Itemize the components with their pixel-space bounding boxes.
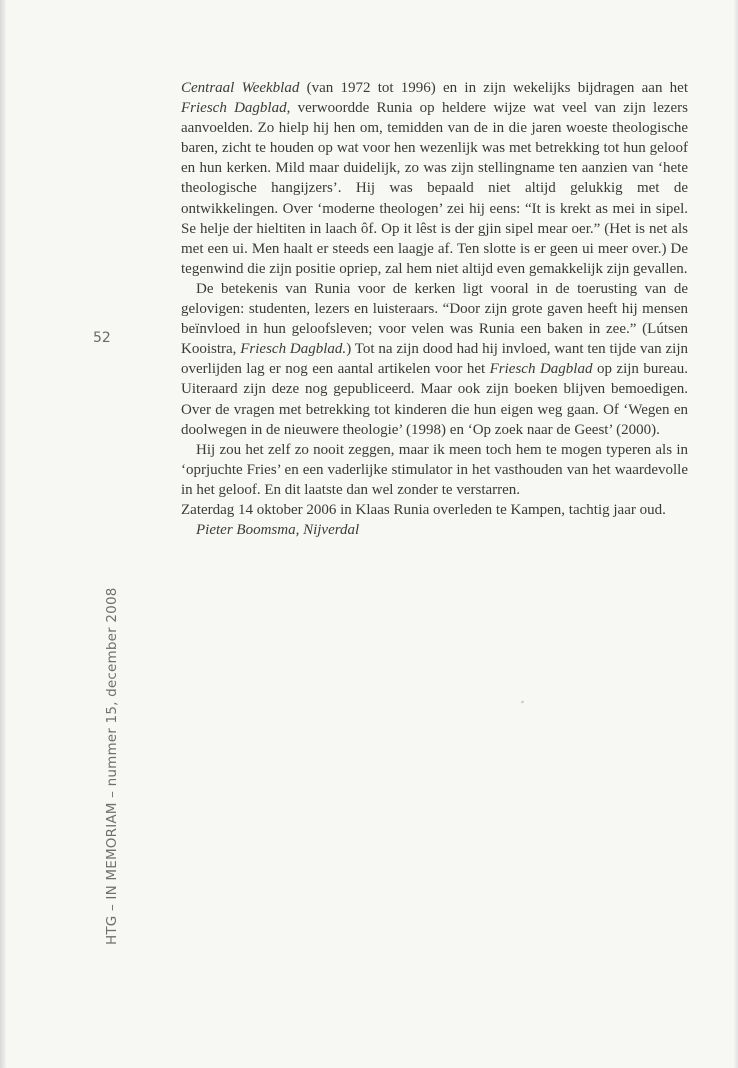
text-run: Hij zou het zelf zo nooit zeggen, maar ik meen toch hem te mogen typeren als in ‘oprjuchte Fries’ en een vaderlijke stimulator in het vasthouden van het waardevolle in het geloof. En dit laatste dan wel zonder te verstarren. — [181, 441, 688, 498]
page-number: 52 — [93, 330, 111, 346]
text-run: (van 1972 tot 1996) en in zijn wekelijks bijdragen aan het — [299, 80, 689, 96]
text-run: ) Tot na zijn dood had hij invloed, want ten tijde van zijn overlijden lag er nog een aantal artikelen voor het — [181, 341, 688, 378]
paragraph-2 — [181, 279, 688, 440]
running-head: HTG – IN MEMORIAM – nummer 15, december 2008 — [104, 587, 120, 945]
publication-title: Centraal Weekblad — [181, 80, 300, 96]
publication-title: Friesch Dagblad — [181, 100, 287, 117]
paragraph-4 — [181, 500, 688, 520]
publication-title: Friesch Dagblad — [489, 361, 593, 378]
text-run: De betekenis van Runia voor de kerken ligt vooral in de toerusting van de gelovigen: studenten, lezers en luisteraars. “Door zijn grote gaven heeft hij mensen beïnvloed in hun geloofsleven; voor velen was Runia een baken in zee.” (Lútsen Kooistra, — [181, 280, 688, 358]
scan-edge-right — [733, 0, 738, 1068]
article-body — [181, 78, 688, 540]
text-run: , verwoordde Runia op heldere wijze wat veel van zijn lezers aanvoelden. Zo hielp hij hen om, temidden van de in die jaren woeste theologische baren, zicht te houden op wat voor hen wezenlijk was met betrekking tot hun geloof en hun kerken. Mild maar duidelijk, zo was zijn stellingname ten aanzien van ‘hete theologische hangijzers’. Hij was bepaald niet altijd gelukkig met de ontwikkelingen. Over ‘moderne theologen’ zei hij eens: “It is krekt as mei in sipel. Se helje der hieltiten in laach ôf. Op it lêst is der gjin sipel mear oer.” (Het is net als met een ui. Men haalt er steeds een laagje af. Ten slotte is er geen ui meer over.) De tegenwind die zijn positie opriep, zal hem niet altijd even gemakkelijk zijn gevallen. — [181, 100, 688, 277]
text-run: Zaterdag 14 oktober 2006 in Klaas Runia overleden te Kampen, tachtig jaar oud. — [181, 501, 666, 518]
text-run: op zijn bureau. Uiteraard zijn deze nog gepubliceerd. Maar ook zijn boeken blijven bemoedigen. Over de vragen met betrekking tot kinderen die hun eigen weg gaan. Of ‘Wegen en doolwegen in de nieuwere theologie’ (1998) en ‘Op zoek naar de Geest’ (2000). — [181, 361, 688, 438]
paragraph-1 — [181, 78, 688, 279]
author-signature: Pieter Boomsma, Nijverdal — [196, 522, 360, 539]
publication-title: Friesch Dagblad. — [240, 341, 347, 358]
paragraph-3 — [181, 440, 688, 500]
